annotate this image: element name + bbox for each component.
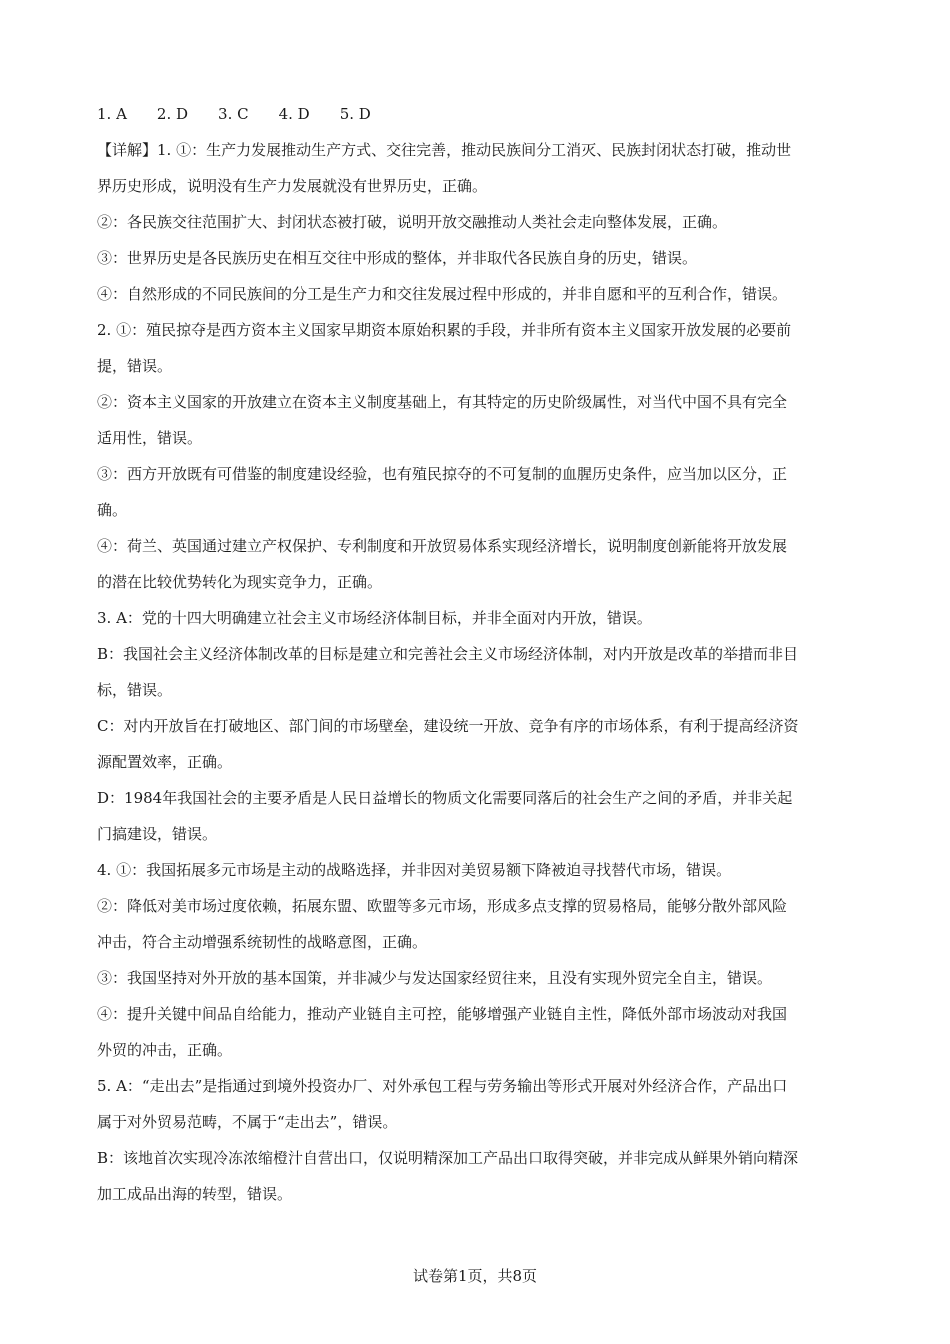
text-line: 2. ①：殖民掠夺是西方资本主义国家早期资本原始积累的手段，并非所有资本主义国家开放发展的必要前 xyxy=(97,321,792,339)
answer-item: 4. D xyxy=(278,105,310,123)
text-line: B：该地首次实现冷冻浓缩橙汁自营出口，仅说明精深加工产品出口取得突破，并非完成从鲜果外销向精深 xyxy=(97,1149,799,1167)
answer-item: 3. C xyxy=(218,105,249,123)
text-line: 提，错误。 xyxy=(97,357,173,375)
text-line: 5. A：“走出去”是指通过到境外投资办厂、对外承包工程与劳务输出等形式开展对外经济合作，产品出口 xyxy=(97,1077,788,1095)
text-line: ③：西方开放既有可借鉴的制度建设经验，也有殖民掠夺的不可复制的血腥历史条件，应当加以区分，正 xyxy=(97,465,788,483)
text-line: 界历史形成，说明没有生产力发展就没有世界历史，正确。 xyxy=(97,177,488,195)
text-line: ②：各民族交往范围扩大、封闭状态被打破，说明开放交融推动人类社会走向整体发展，正确。 xyxy=(97,213,728,231)
text-line: 属于对外贸易范畴，不属于“走出去”，错误。 xyxy=(97,1113,398,1131)
text-line: ③：世界历史是各民族历史在相互交往中形成的整体，并非取代各民族自身的历史，错误。 xyxy=(97,249,698,267)
text-line: 的潜在比较优势转化为现实竞争力，正确。 xyxy=(97,573,383,591)
text-line: 加工成品出海的转型，错误。 xyxy=(97,1185,293,1203)
text-line: ④：提升关键中间品自给能力，推动产业链自主可控，能够增强产业链自主性，降低外部市场波动对我国 xyxy=(97,1005,788,1023)
text-line: ③：我国坚持对外开放的基本国策，并非减少与发达国家经贸往来，且没有实现外贸完全自主，错误。 xyxy=(97,969,773,987)
text-line: 确。 xyxy=(97,501,128,519)
text-line: 源配置效率，正确。 xyxy=(97,753,233,771)
text-line: ②：资本主义国家的开放建立在资本主义制度基础上，有其特定的历史阶级属性，对当代中国不具有完全 xyxy=(97,393,788,411)
text-line: ②：降低对美市场过度依赖，拓展东盟、欧盟等多元市场，形成多点支撑的贸易格局，能够分散外部风险 xyxy=(97,897,788,915)
text-line: 【详解】1. ①：生产力发展推动生产方式、交往完善，推动民族间分工消灭、民族封闭状态打破，推动世 xyxy=(97,141,792,159)
text-line: 冲击，符合主动增强系统韧性的战略意图，正确。 xyxy=(97,933,428,951)
text-line: 门搞建设，错误。 xyxy=(97,825,218,843)
answer-key xyxy=(97,96,857,132)
text-line: C：对内开放旨在打破地区、部门间的市场壁垒，建设统一开放、竞争有序的市场体系，有利于提高经济资 xyxy=(97,717,799,735)
text-line: 外贸的冲击，正确。 xyxy=(97,1041,233,1059)
text-line: D：1984年我国社会的主要矛盾是人民日益增长的物质文化需要同落后的社会生产之间的矛盾，并非关起 xyxy=(97,789,793,807)
text-line: 适用性，错误。 xyxy=(97,429,203,447)
answer-item: 5. D xyxy=(339,105,371,123)
answer-item: 1. A xyxy=(97,105,127,123)
text-line: B：我国社会主义经济体制改革的目标是建立和完善社会主义市场经济体制，对内开放是改革的举措而非目 xyxy=(97,645,799,663)
text-line: ④：自然形成的不同民族间的分工是生产力和交往发展过程中形成的，并非自愿和平的互利合作，错误。 xyxy=(97,285,788,303)
text-line: 4. ①：我国拓展多元市场是主动的战略选择，并非因对美贸易额下降被迫寻找替代市场，错误。 xyxy=(97,861,732,879)
document-body xyxy=(97,96,857,1212)
text-line: 3. A：党的十四大明确建立社会主义市场经济体制目标，并非全面对内开放，错误。 xyxy=(97,609,652,627)
answer-item: 2. D xyxy=(156,105,189,123)
page-footer: 试卷第1页，共8页 xyxy=(412,1267,538,1285)
text-line: 标，错误。 xyxy=(97,681,173,699)
text-line: ④：荷兰、英国通过建立产权保护、专利制度和开放贸易体系实现经济增长，说明制度创新能将开放发展 xyxy=(97,537,788,555)
